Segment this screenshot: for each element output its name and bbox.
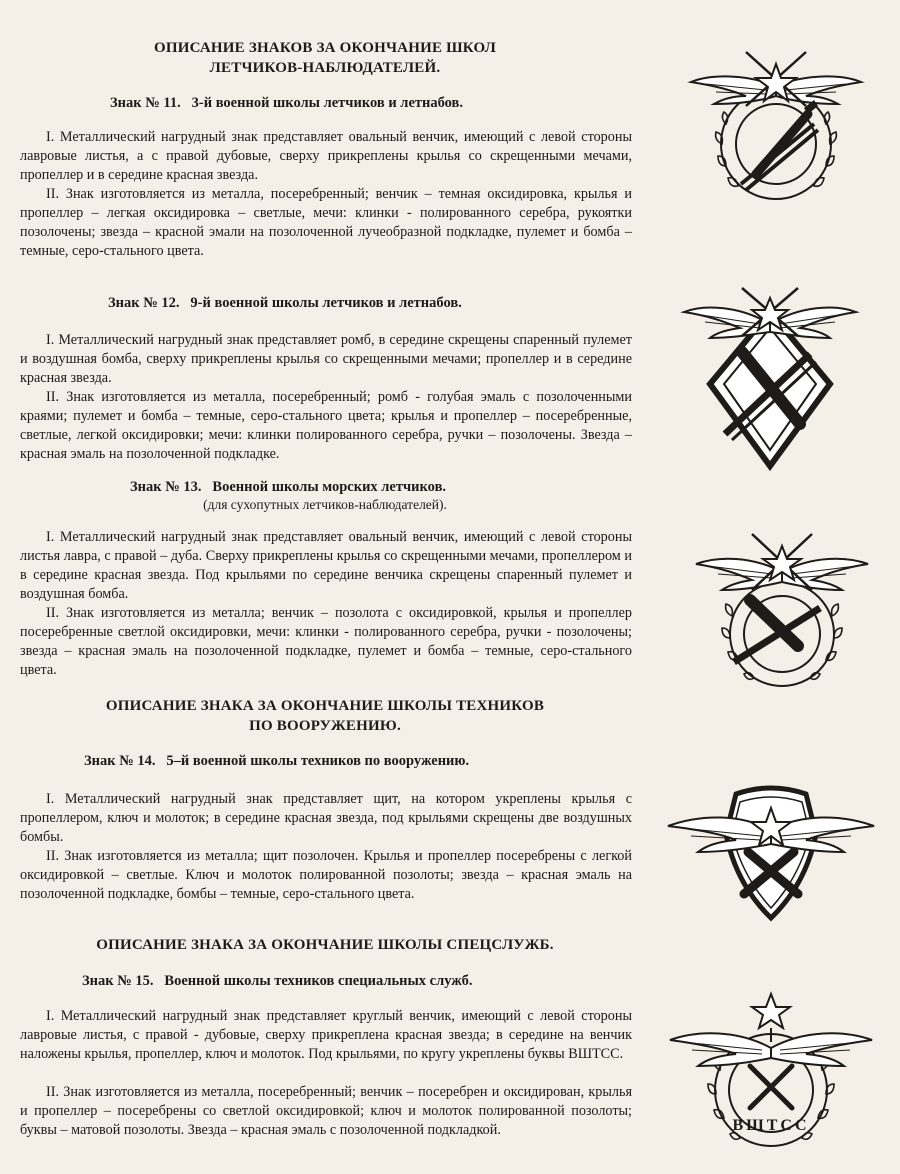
heading-line: ОПИСАНИЕ ЗНАКА ЗА ОКОНЧАНИЕ ШКОЛЫ СПЕЦСЛУЖБ. xyxy=(96,937,554,953)
sign-13-subtitle: (для сухопутных летчиков-наблюдателей). xyxy=(203,497,447,512)
badge-13-illustration xyxy=(694,526,870,692)
sign-14-title: Знак № 14. 5–й военной школы техников по вооружению. xyxy=(84,753,470,769)
sign-15-title: Знак № 15. Военной школы техников специальных служб. xyxy=(82,973,473,989)
section-heading-special-services xyxy=(60,935,590,955)
heading-line: ОПИСАНИЕ ЗНАКОВ ЗА ОКОНЧАНИЕ ШКОЛ xyxy=(154,40,496,56)
sign-14-paragraph-1: I. Металлический нагрудный знак представляет щит, на котором укреплены крылья с пропеллером, ключ и молоток; в середине красная звезда, под крыльями скрещены две воздушных бомбы. xyxy=(20,791,632,845)
sign-12-title: Знак № 12. 9-й военной школы летчиков и летнабов. xyxy=(108,295,462,311)
sign-15-paragraph-2: II. Знак изготовляется из металла, посеребренный; венчик – посеребрен и оксидирован, крылья и пропеллер – посеребрены со светлой оксидировкой; ключ и молоток полированной позолоты; буквы – матовой позолоты. Звезда – красная эмаль с позолоченной подкладкой. xyxy=(20,1084,632,1138)
sign-13-paragraph-1: I. Металлический нагрудный знак представляет овальный венчик, имеющий с левой стороны листья лавра, с правой – дуба. Сверху прикреплены крылья со скрещенными мечами, пропеллером и в середине красная звезда. Под крыльями по середине венчика скрещены спаренный пулемет и воздушная бомба. xyxy=(20,529,632,602)
sign-15-paragraph-1: I. Металлический нагрудный знак представляет круглый венчик, имеющий с левой стороны лавровые листья, с правой - дубовые, сверху прикреплена красная звезда; в середине на венчик наложены крылья, пропеллер, ключ и молоток. Под крыльями, по кругу укреплены буквы ВШТСС. xyxy=(20,1008,632,1062)
badge-12-illustration xyxy=(680,284,860,474)
badge-14-illustration xyxy=(666,784,876,924)
heading-line: ЛЕТЧИКОВ-НАБЛЮДАТЕЛЕЙ. xyxy=(209,60,441,76)
section-heading-armament xyxy=(60,696,590,736)
badge-15-illustration xyxy=(668,990,874,1160)
sign-11-paragraph-1: I. Металлический нагрудный знак представляет овальный венчик, имеющий с левой стороны лавровые листья, а с правой дубовые, сверху прикреплены крылья со скрещенными мечами, пропеллер и в середине красная звезда. xyxy=(20,129,632,183)
sign-13-title: Знак № 13. Военной школы морских летчиков. xyxy=(130,479,447,495)
badge-11-illustration xyxy=(686,44,866,204)
sign-12-paragraph-2: II. Знак изготовляется из металла, посеребренный; ромб - голубая эмаль с позолоченными краями; пулемет и бомба – темные, серо-стального цвета; крылья и пропеллер – посеребренные, светлые, легкой оксидировки; мечи: клинки полированного серебра, ручки – позолочены. Звезда – красная эмаль на позолоченной подкладке. xyxy=(20,389,632,462)
sign-12-paragraph-1: I. Металлический нагрудный знак представляет ромб, в середине скрещены спаренный пулемет и воздушная бомба, сверху прикреплены крылья со скрещенными мечами; пропеллер и в середине красная звезда. xyxy=(20,332,632,386)
section-heading-pilots xyxy=(60,38,590,78)
heading-line: ОПИСАНИЕ ЗНАКА ЗА ОКОНЧАНИЕ ШКОЛЫ ТЕХНИКОВ xyxy=(105,698,545,714)
heading-line: ПО ВООРУЖЕНИЮ. xyxy=(249,718,401,734)
sign-14-paragraph-2: II. Знак изготовляется из металла; щит позолочен. Крылья и пропеллер посеребрены с легкой оксидировкой – светлые. Ключ и молоток полированной позолоты; звезда – красная эмаль на позолоченной подкладке, бомбы – темные, серо-стального цвета. xyxy=(20,848,632,902)
badge-15-letters: ВШТСС xyxy=(732,1117,810,1134)
sign-13-paragraph-2: II. Знак изготовляется из металла; венчик – позолота с оксидировкой, крылья и пропеллер посеребренные светлой оксидировки, мечи: клинки - полированного серебра, ручки - позолочены; звезда – красная эмаль на позолоченной подкладке, пулемет и бомба – темные, серо-стального цвета. xyxy=(20,605,632,678)
sign-11-title: Знак № 11. 3-й военной школы летчиков и летнабов. xyxy=(110,95,464,111)
sign-11-paragraph-2: II. Знак изготовляется из металла, посеребренный; венчик – темная оксидировка, крылья и пропеллер – легкая оксидировка – светлые, мечи: клинки - полированного серебра, рукоятки позолочены; звезда – красной эмали на позолоченной лучеобразной подкладке, пулемет и бомба – темные, серо-стального цвета. xyxy=(20,186,632,259)
